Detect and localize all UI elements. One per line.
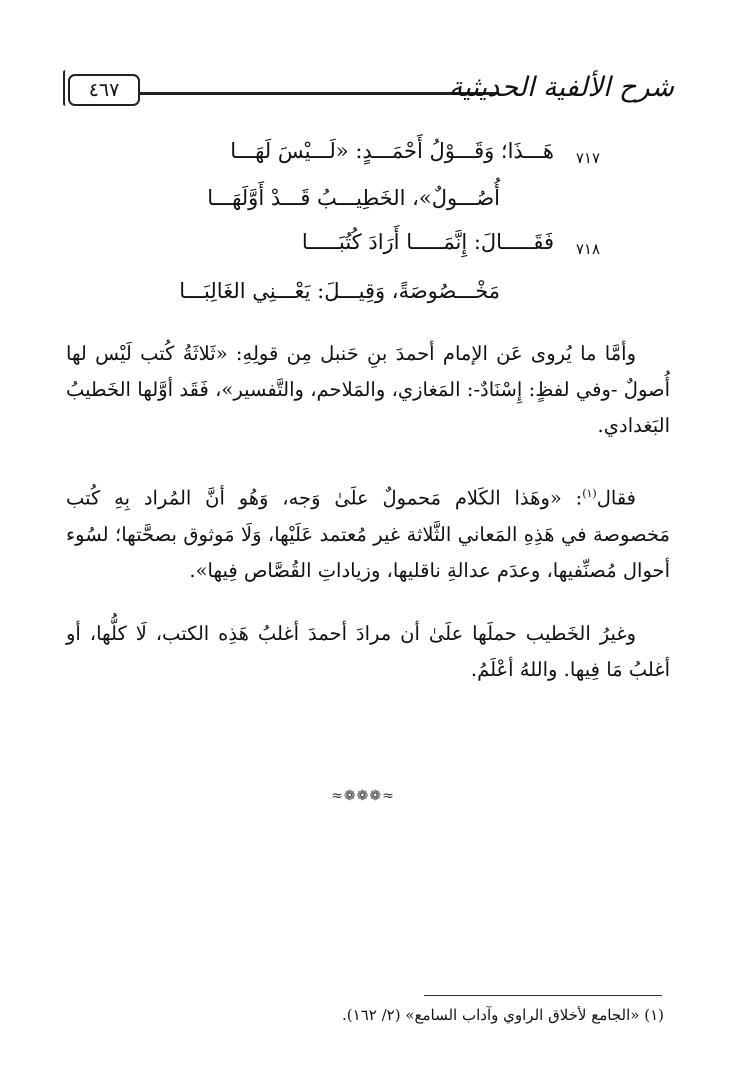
paragraph-lead: فقال	[596, 486, 636, 510]
footnote-rule	[424, 995, 662, 996]
page-number: ٤٦٧	[68, 74, 140, 106]
paragraph	[66, 336, 670, 444]
footnote-reference[interactable]: (١)	[582, 487, 597, 500]
paragraph-text: وأمَّا ما يُروى عَن الإمام أحمدَ بنِ حَنبل مِن قولِهِ: «ثَلاثَةُ كُتب لَيْس لها أُصولٌ -وفي لفظٍ: إِسْنَادٌ-: المَغازي، والمَلاحم، والتَّفسير»، فَقَد أوَّلها الخَطيبُ البَغدادي.	[66, 342, 670, 437]
verse-second-hemistich: أُصُـــولٌ»، الخَطِيـــبُ قَـــدْ أَوَّلَهَـــا	[207, 186, 500, 210]
verse-first-hemistich: هَـــذَا؛ وَقَـــوْلُ أَحْمَـــدٍ: «لَـــيْسَ لَهَـــا	[230, 139, 554, 163]
running-title: شرح الألفية الحديثية	[448, 72, 674, 103]
page-header	[62, 66, 674, 122]
paragraph	[66, 616, 670, 688]
paragraph-text: : «وهَذا الكَلام مَحمولٌ علَىٰ وَجه، وَهُو أنَّ المُراد بِهِ كُتب مَخصوصة في هَذِهِ المَعاني الثَّلاثة غير مُعتمد عَلَيْها، وَلَا مَوثوق بصحَّتها؛ لسُوء أحوال مُصنِّفيها، وعدَم عدالةِ ناقليها، وزياداتِ القُصَّاص فِيها».	[66, 486, 670, 582]
section-ornament: ≈❁❁❁≈	[331, 788, 395, 804]
footnote: (١) «الجامع لأخلاق الراوي وآداب السامع» (٢/ ١٦٢).	[342, 1006, 664, 1024]
paragraph-text: وغيرُ الخَطيب حملَها علَىٰ أن مرادَ أحمدَ أغلبُ هَذِه الكتب، لَا كلُّها، أو أغلبُ مَا فِيها. واللهُ أعْلَمُ.	[66, 622, 670, 681]
verse-first-hemistich: فَقَـــــالَ: إِنَّمَـــــا أَرَادَ كُتُبَـــــا	[301, 230, 554, 254]
paragraph	[66, 476, 670, 589]
header-rule	[138, 92, 496, 95]
verse-number: ٧١٨	[575, 240, 600, 258]
verse-second-hemistich: مَخْـــصُوصَةً، وَقِيـــلَ: يَعْـــنِي الغَالِبَـــا	[179, 279, 500, 303]
verse-number: ٧١٧	[575, 149, 600, 167]
